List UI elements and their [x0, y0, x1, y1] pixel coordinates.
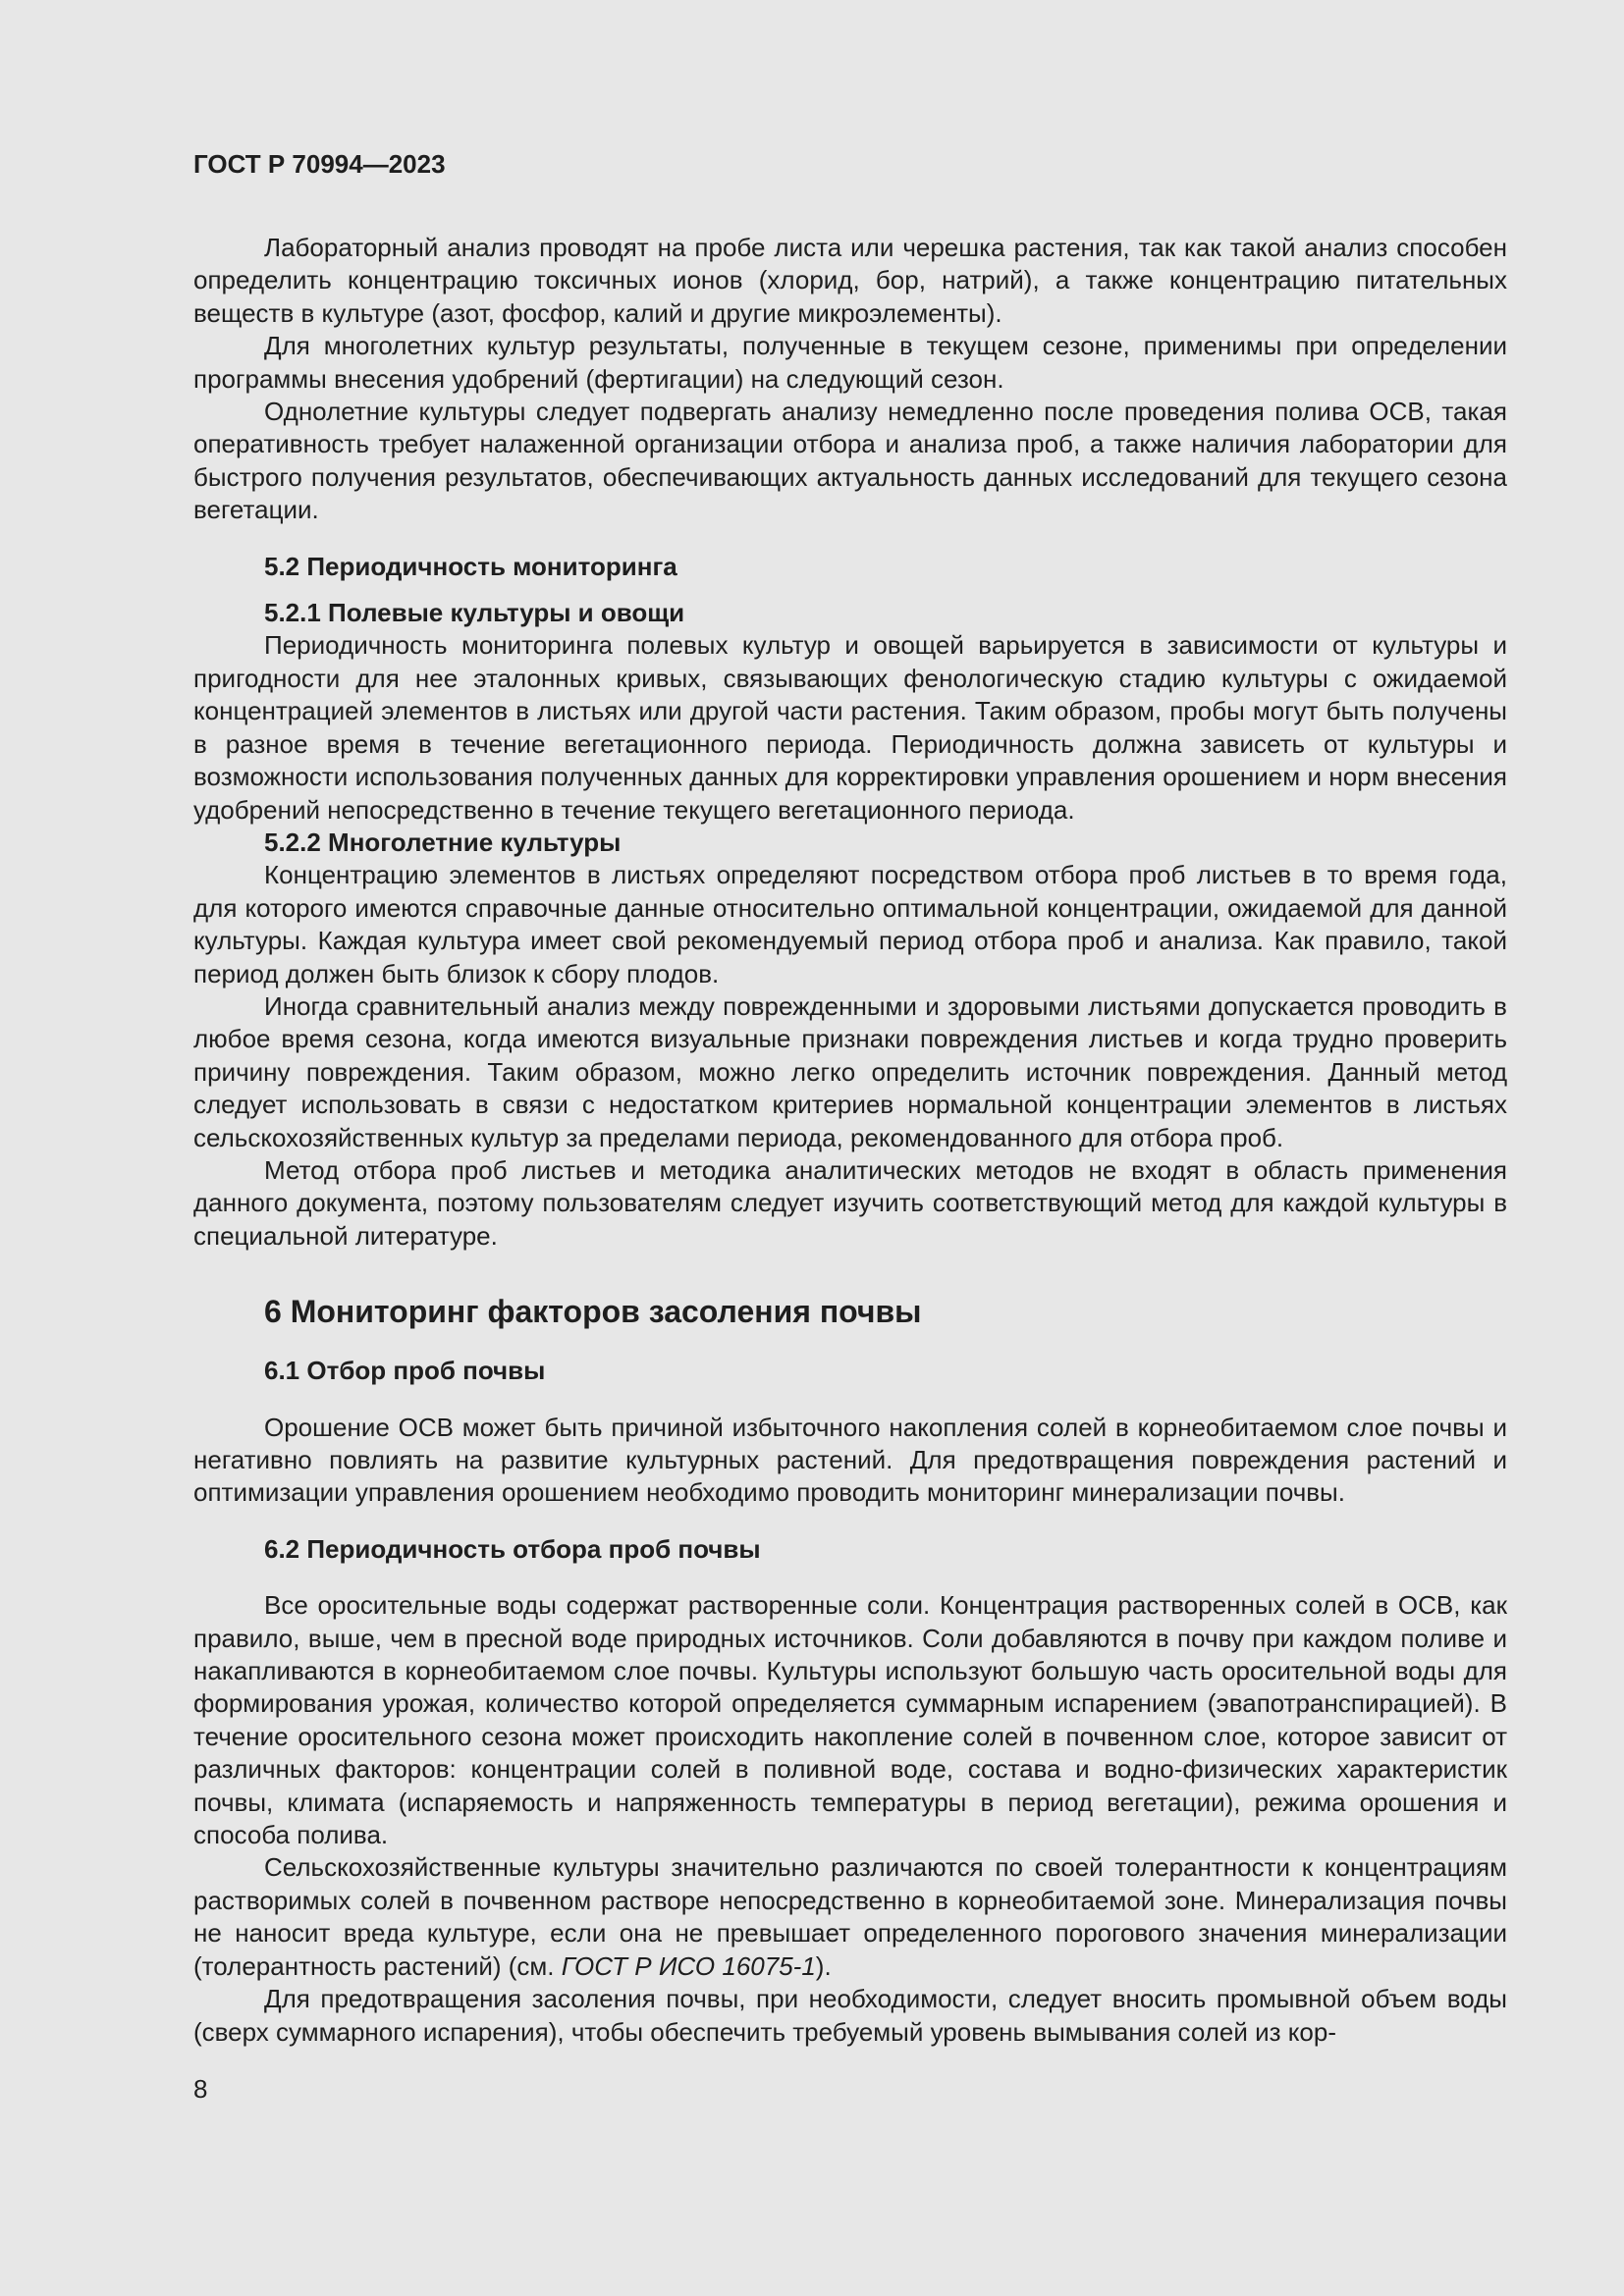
paragraph: Для многолетних культур результаты, полученные в текущем сезоне, применимы при определении программы внесения удобрений (фертигации) на следующий сезон. [193, 331, 1507, 394]
subsection-heading-5-2-2: 5.2.2 Многолетние культуры [264, 827, 622, 857]
paragraph-text: ). [815, 1950, 832, 1981]
subsection-heading-5-2-1: 5.2.1 Полевые культуры и овощи [264, 598, 685, 628]
page-number: 8 [193, 2074, 208, 2104]
standard-reference: ГОСТ Р ИСО 16075-1 [561, 1950, 816, 1981]
paragraph: Концентрацию элементов в листьях определяют посредством отбора проб листьев в то время года, для которого имеются справочные данные относительно оптимальной концентрации, ожидаемой для данной культуры. Каждая культура имеет свой рекомендуемый период отбора проб и анализа. Как правило, такой период должен быть близок к сбору плодов. [193, 860, 1507, 988]
paragraph: Все оросительные воды содержат растворенные соли. Концентрация растворенных солей в ОСВ, как правило, выше, чем в пресной воде природных источников. Соли добавляются в почву при каждом поливе и накапливаются в корнеобитаемом слое почвы. Культуры используют большую часть оросительной воды для формирования урожая, количество которой определяется суммарным испарением (эвапотранспирацией). В течение оросительного сезона может происходить накопление солей в почвенном слое, которое зависит от различных факторов: концентрации солей в поливной воде, состава и водно-физических характеристик почвы, климата (испаряемость и напряженность температуры в период вегетации), режима орошения и способа полива. [193, 1590, 1507, 1850]
paragraph: Орошение ОСВ может быть причиной избыточного накопления солей в корнеобитаемом слое почвы и негативно повлиять на развитие культурных растений. Для предотвращения повреждения растений и оптимизации управления орошением необходимо проводить мониторинг минерализации почвы. [193, 1412, 1507, 1508]
document-page [193, 147, 1507, 2049]
section-heading-5-2: 5.2 Периодичность мониторинга [264, 551, 677, 581]
paragraph: Лабораторный анализ проводят на пробе листа или черешка растения, так как такой анализ способен определить концентрацию токсичных ионов (хлорид, бор, натрий), а также концентрацию питательных веществ в культуре (азот, фосфор, калий и другие микроэлементы). [193, 233, 1507, 328]
chapter-heading-6: 6 Мониторинг факторов засоления почвы [264, 1294, 922, 1330]
paragraph: Однолетние культуры следует подвергать анализу немедленно после проведения полива ОСВ, такая оперативность требует налаженной организации отбора и анализа проб, а также наличия лаборатории для быстрого получения результатов, обеспечивающих актуальность данных исследований для текущего сезона вегетации. [193, 397, 1507, 525]
paragraph-text: Сельскохозяйственные культуры значительно различаются по своей толерантности к концентрациям растворимых солей в почвенном растворе непосредственно в корнеобитаемой зоне. Минерализация почвы не наносит вреда культуре, если она не превышает определенного порогового значения минерализации (толерантность растений) (см. [193, 1852, 1507, 1981]
paragraph: Метод отбора проб листьев и методика аналитических методов не входят в область применения данного документа, поэтому пользователям следует изучить соответствующий метод для каждой культуры в специальной литературе. [193, 1154, 1507, 1251]
section-heading-6-1: 6.1 Отбор проб почвы [264, 1356, 546, 1386]
paragraph: Иногда сравнительный анализ между поврежденными и здоровыми листьями допускается проводить в любое время сезона, когда имеются визуальные признаки повреждения листьев и когда трудно проверить причину повреждения. Таким образом, можно легко определить источник повреждения. Данный метод следует использовать в связи с недостатком критериев нормальной концентрации элементов в листьях сельскохозяйственных культур за пределами периода, рекомендованного для отбора проб. [193, 990, 1507, 1152]
document-header: ГОСТ Р 70994—2023 [193, 149, 446, 179]
section-heading-6-2: 6.2 Периодичность отбора проб почвы [264, 1533, 761, 1564]
paragraph: Для предотвращения засоления почвы, при необходимости, следует вносить промывной объем воды (сверх суммарного испарения), чтобы обеспечить требуемый уровень вымывания солей из кор- [193, 1984, 1507, 2047]
paragraph: Периодичность мониторинга полевых культур и овощей варьируется в зависимости от культуры и пригодности для нее эталонных кривых, связывающих фенологическую стадию культуры с ожидаемой концентрацией элементов в листьях или другой части растения. Таким образом, пробы могут быть получены в разное время в течение вегетационного периода. Периодичность должна зависеть от культуры и возможности использования полученных данных для корректировки управления орошением и норм внесения удобрений непосредственно в течение текущего вегетационного периода. [193, 630, 1507, 825]
paragraph [193, 1851, 1507, 1983]
